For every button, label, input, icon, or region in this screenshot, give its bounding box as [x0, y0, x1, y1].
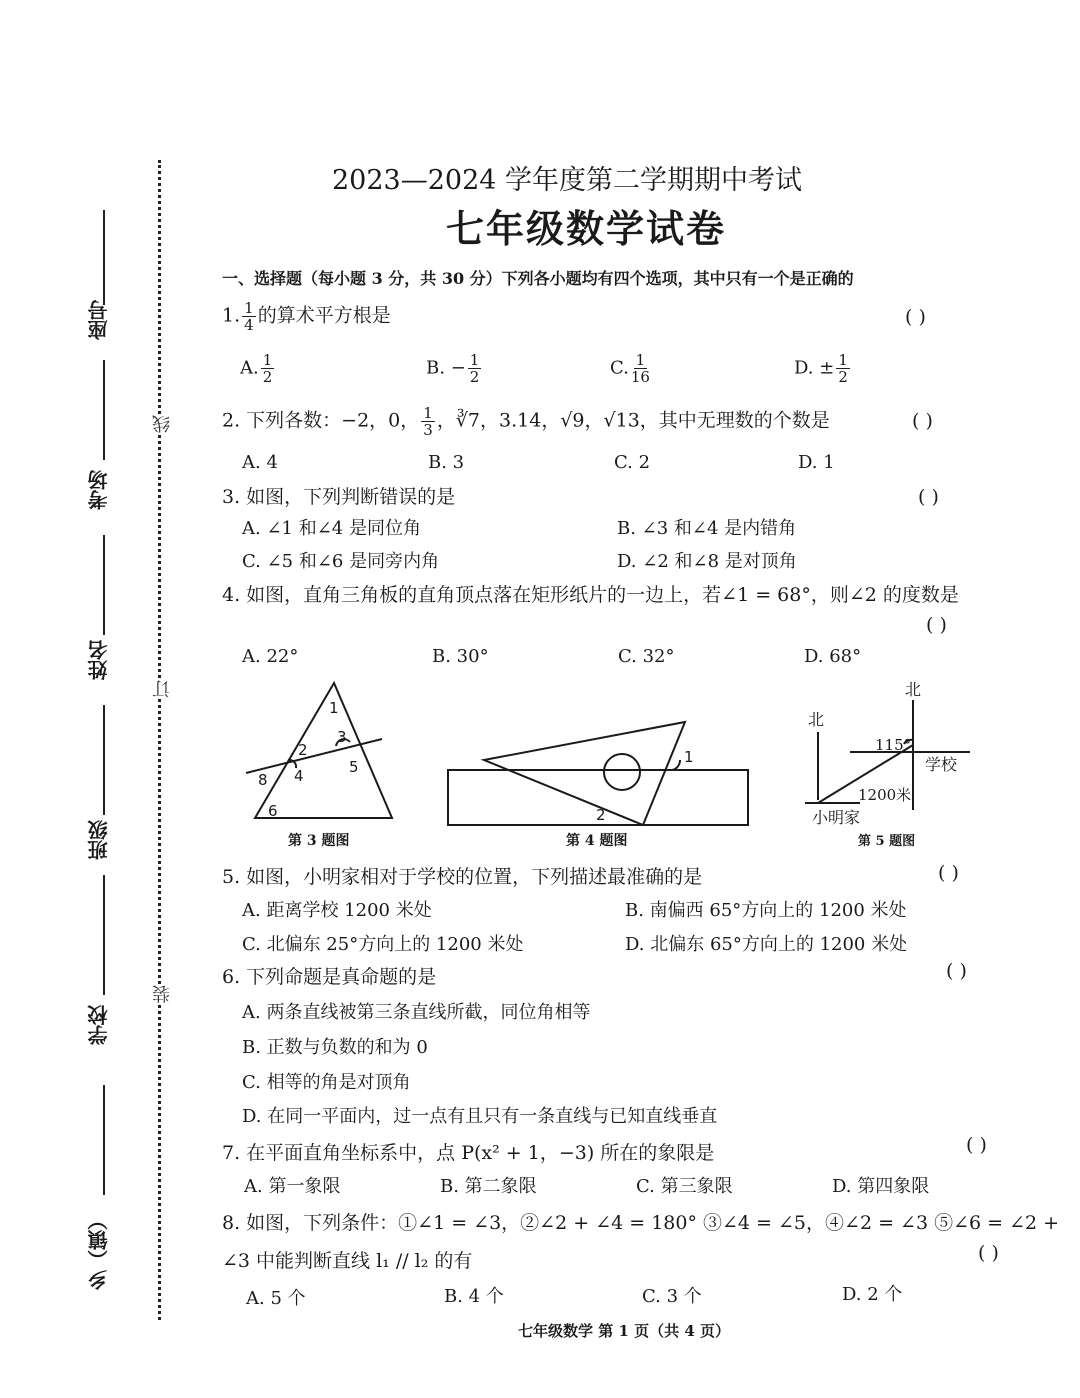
q7-option-a[interactable]: A. 第一象限 [244, 1176, 341, 1197]
question-1-stem: 1. $\frac{1}{4}$ 的算术平方根是 [222, 299, 391, 334]
answer-paren-5[interactable]: ( ) [938, 862, 959, 884]
fig4-caption: 第 4 题图 [566, 833, 628, 849]
q8-option-c[interactable]: C. 3 个 [642, 1286, 702, 1307]
fig5-north-home: 北 [808, 710, 825, 729]
q8-option-d[interactable]: D. 2 个 [842, 1284, 903, 1305]
q4-option-d[interactable]: D. 68° [804, 646, 862, 667]
fig4-label-1: 1 [684, 748, 694, 766]
section-heading: 一、选择题（每小题 3 分，共 30 分）下列各小题均有四个选项，其中只有一个是正确的 [222, 269, 854, 288]
q2-option-c[interactable]: C. 2 [614, 452, 651, 473]
answer-paren-2[interactable]: ( ) [912, 410, 933, 432]
q7-option-b[interactable]: B. 第二象限 [440, 1176, 537, 1197]
fig3-label-3: 3 [337, 728, 347, 746]
question-3-stem: 3. 如图，下列判断错误的是 [222, 486, 456, 508]
fig4-hole [604, 754, 640, 790]
q8-option-b[interactable]: B. 4 个 [444, 1286, 504, 1307]
fig3-label-2: 2 [298, 741, 308, 759]
page-footer: 七年级数学 第 1 页（共 4 页） [518, 1322, 730, 1340]
fig5-caption: 第 5 题图 [858, 834, 916, 849]
label-exam-room: 考场 [87, 470, 111, 510]
q1-option-d[interactable]: D. ± $\frac{1}{2}$ [794, 351, 848, 386]
q7-option-c[interactable]: C. 第三象限 [636, 1176, 733, 1197]
q6-option-b[interactable]: B. 正数与负数的和为 0 [242, 1037, 428, 1058]
fig4-set-square [484, 722, 685, 825]
label-township: 乡（镇） [87, 1210, 111, 1290]
fig5-north-school: 北 [905, 680, 922, 699]
question-2-stem: 2. 下列各数：−2，0， $\frac{1}{3}$ ，∛7，3.14，√9，√13，其中无理数的个数是 [222, 404, 830, 439]
q8-option-a[interactable]: A. 5 个 [246, 1288, 306, 1309]
label-class: 班级 [87, 820, 111, 860]
q5-option-d[interactable]: D. 北偏东 65°方向上的 1200 米处 [625, 934, 908, 955]
question-6-stem: 6. 下列命题是真命题的是 [222, 966, 437, 988]
fig3-label-1: 1 [329, 699, 339, 717]
fig3-transversal [246, 739, 382, 773]
q5-option-c[interactable]: C. 北偏东 25°方向上的 1200 米处 [242, 934, 524, 955]
fig3-label-8: 8 [258, 771, 268, 789]
q5-option-b[interactable]: B. 南偏西 65°方向上的 1200 米处 [625, 900, 907, 921]
fig3-label-6: 6 [268, 802, 278, 820]
q2-option-a[interactable]: A. 4 [242, 452, 278, 473]
q6-option-d[interactable]: D. 在同一平面内，过一点有且只有一条直线与已知直线垂直 [242, 1106, 718, 1127]
question-5-stem: 5. 如图，小明家相对于学校的位置，下列描述最准确的是 [222, 866, 703, 888]
fig5-home: 小明家 [812, 808, 861, 827]
question-8-stem-line1: 8. 如图，下列条件：①∠1 = ∠3，②∠2 + ∠4 = 180° ③∠4 = ∠5，④∠2 = ∠3 ⑤∠6 = ∠2 + [222, 1212, 1060, 1234]
q1-option-c[interactable]: C. $\frac{1}{16}$ [610, 351, 650, 386]
q1-option-b[interactable]: B. − $\frac{1}{2}$ [426, 351, 480, 386]
q1-option-a[interactable]: A. $\frac{1}{2}$ [240, 351, 273, 386]
label-seat: 座号 [87, 300, 111, 340]
q2-option-d[interactable]: D. 1 [798, 452, 835, 473]
fig3-caption: 第 3 题图 [288, 833, 350, 849]
answer-paren-7[interactable]: ( ) [966, 1134, 987, 1156]
cut-mark-staple: 订 [150, 680, 176, 698]
fig4-arc [672, 760, 680, 770]
label-school: 学校 [87, 1005, 111, 1045]
question-7-stem: 7. 在平面直角坐标系中，点 P(x² + 1，−3) 所在的象限是 [222, 1142, 715, 1164]
q4-option-c[interactable]: C. 32° [618, 646, 675, 667]
fig3-label-4: 4 [294, 767, 304, 785]
exam-title: 2023—2024 学年度第二学期期中考试 [332, 165, 803, 196]
cut-mark-line: 线 [150, 415, 176, 433]
q4-option-a[interactable]: A. 22° [242, 646, 299, 667]
q3-option-c[interactable]: C. ∠5 和∠6 是同旁内角 [242, 551, 440, 572]
q3-option-b[interactable]: B. ∠3 和∠4 是内错角 [617, 518, 797, 539]
q6-option-c[interactable]: C. 相等的角是对顶角 [242, 1072, 411, 1093]
question-4-stem: 4. 如图，直角三角板的直角顶点落在矩形纸片的一边上，若∠1 = 68°，则∠2 的度数是 [222, 584, 959, 606]
fig4-label-2: 2 [596, 806, 606, 824]
label-name: 姓名 [87, 640, 111, 680]
q3-option-d[interactable]: D. ∠2 和∠8 是对顶角 [617, 551, 797, 572]
answer-paren-8[interactable]: ( ) [978, 1242, 999, 1264]
answer-paren-1[interactable]: ( ) [905, 306, 926, 328]
fig5-school: 学校 [925, 755, 958, 774]
q2-option-b[interactable]: B. 3 [428, 452, 465, 473]
fig3-triangle [255, 683, 392, 818]
q3-option-a[interactable]: A. ∠1 和∠4 是同位角 [242, 518, 421, 539]
cut-mark-bind: 装 [150, 985, 176, 1003]
question-8-stem-line2: ∠3 中能判断直线 l₁ // l₂ 的有 [222, 1250, 473, 1272]
fig5-distance: 1200米 [858, 786, 912, 804]
q5-option-a[interactable]: A. 距离学校 1200 米处 [242, 900, 432, 921]
fig5-angle: 115° [875, 736, 912, 754]
q7-option-d[interactable]: D. 第四象限 [832, 1176, 930, 1197]
q4-option-b[interactable]: B. 30° [432, 646, 489, 667]
answer-paren-3[interactable]: ( ) [918, 486, 939, 508]
paper-title: 七年级数学试卷 [446, 206, 727, 251]
answer-paren-6[interactable]: ( ) [946, 960, 967, 982]
q6-option-a[interactable]: A. 两条直线被第三条直线所截，同位角相等 [242, 1002, 591, 1023]
fig3-label-5: 5 [349, 758, 359, 776]
answer-paren-4[interactable]: ( ) [926, 614, 947, 636]
figure-3 [246, 683, 392, 818]
